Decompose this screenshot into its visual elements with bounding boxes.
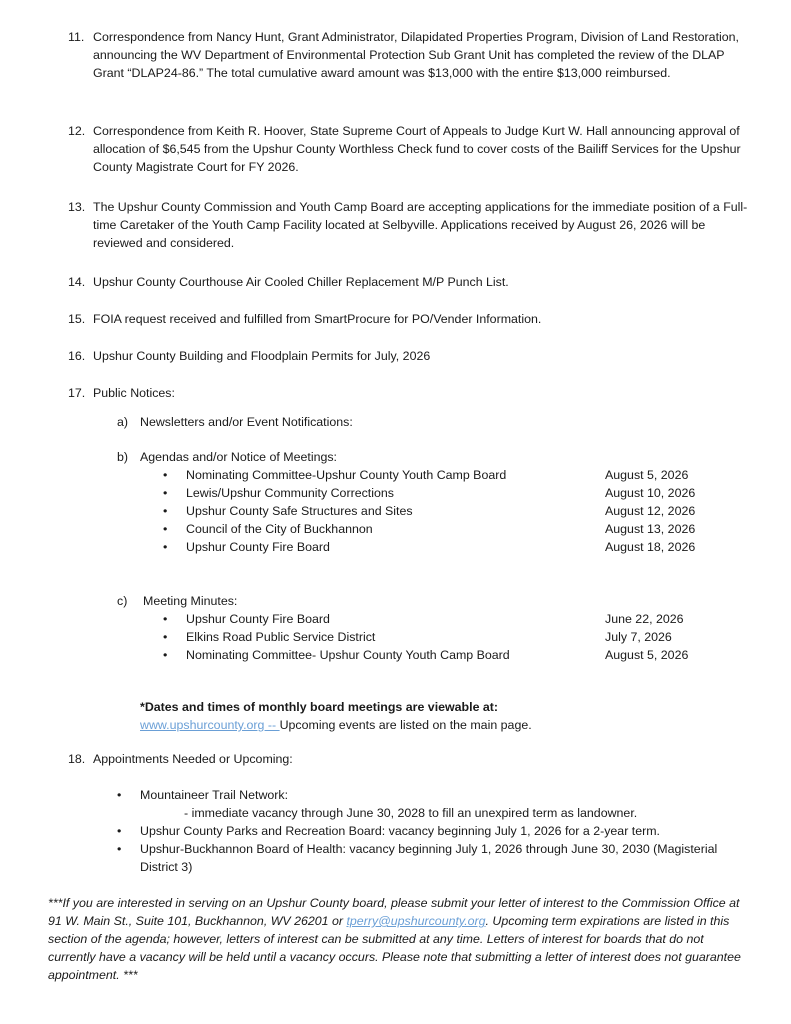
meeting-name: Nominating Committee- Upshur County Youth Camp Board (186, 648, 510, 662)
bullet-icon: • (163, 630, 168, 644)
item-number: 12. (68, 124, 86, 138)
agenda-item-13 (68, 198, 748, 252)
appointment-text: Upshur County Parks and Recreation Board: vacancy beginning July 1, 2026 for a 2-year term. (140, 824, 660, 838)
list-item (117, 822, 757, 840)
list-item (163, 466, 723, 484)
meeting-date: July 7, 2026 (605, 630, 672, 644)
trail-network-detail: - immediate vacancy through June 30, 2028 to fill an unexpired term as landowner. (184, 806, 638, 820)
sub-text: Meeting Minutes: (143, 594, 238, 608)
agenda-item-17 (68, 384, 748, 402)
bullet-icon: • (163, 504, 168, 518)
website-link[interactable]: www.upshurcounty.org -- (140, 718, 280, 732)
item-number: 17. (68, 386, 86, 400)
meeting-date: August 10, 2026 (605, 486, 696, 500)
footer-text-2: . Upcoming term expirations are listed in this section of the agenda; however, letters of interest can be submitted at any time. Letters of interest for boards that do not currently have a vacancy will be held until a vacancy occurs. Please note that submitting a letter of interest does not guarantee appointment. *** (48, 914, 741, 982)
appointments-list-1 (117, 786, 757, 804)
bullet-icon: • (117, 842, 122, 856)
meetings-note-line (140, 716, 532, 734)
agenda-item-16 (68, 347, 748, 365)
meeting-date: August 5, 2026 (605, 648, 689, 662)
item-number: 14. (68, 275, 86, 289)
footer-text-1: ***If you are interested in serving on an Upshur County board, please submit your letter of interest to the Commission Office at 91 W. Main St., Suite 101, Buckhannon, WV 26201 or (48, 896, 740, 928)
list-item (163, 628, 723, 646)
appointments-list-2 (117, 822, 757, 876)
public-notices-c (117, 592, 737, 610)
meetings-note-text: Upcoming events are listed on the main page. (279, 718, 532, 732)
item-text: The Upshur County Commission and Youth Camp Board are accepting applications for the immediate position of a Full-time Caretaker of the Youth Camp Facility located at Selbyville. Applications received by August 26, 2026 will be reviewed and considered. (93, 200, 748, 250)
appointment-text: Mountaineer Trail Network: (140, 788, 289, 802)
item-text: Appointments Needed or Upcoming: (93, 752, 293, 766)
item-text: Correspondence from Nancy Hunt, Grant Administrator, Dilapidated Properties Program, Division of Land Restoration, announcing the WV Department of Environmental Protection Sub Grant Unit has completed the review of the DLAP Grant “DLAP24-86.” The total cumulative award amount was $13,000 with the entire $13,000 reimbursed. (93, 30, 739, 80)
bullet-icon: • (163, 522, 168, 536)
agenda-item-14 (68, 273, 748, 291)
meeting-name: Nominating Committee-Upshur County Youth Camp Board (186, 468, 507, 482)
item-text: Upshur County Building and Floodplain Permits for July, 2026 (93, 349, 431, 363)
bullet-icon: • (163, 468, 168, 482)
item-number: 16. (68, 349, 86, 363)
board-interest-footer (48, 894, 748, 984)
item-number: 18. (68, 752, 86, 766)
meeting-name: Upshur County Safe Structures and Sites (186, 504, 413, 518)
item-number: 15. (68, 312, 86, 326)
bullet-icon: • (117, 788, 122, 802)
bullet-icon: • (163, 612, 168, 626)
list-item (163, 538, 723, 556)
list-item (163, 502, 723, 520)
sub-text: Agendas and/or Notice of Meetings: (140, 450, 337, 464)
item-text: Upshur County Courthouse Air Cooled Chiller Replacement M/P Punch List. (93, 275, 509, 289)
meeting-name: Upshur County Fire Board (186, 540, 330, 554)
agenda-item-18 (68, 750, 748, 768)
agenda-item-15 (68, 310, 748, 328)
meeting-name: Upshur County Fire Board (186, 612, 330, 626)
list-item (117, 786, 757, 804)
sub-label: a) (117, 415, 129, 429)
bullet-icon: • (163, 540, 168, 554)
meeting-name: Elkins Road Public Service District (186, 630, 376, 644)
appointment-text: Upshur-Buckhannon Board of Health: vacancy beginning July 1, 2026 through June 30, 2030 (Magisterial District 3) (140, 842, 718, 874)
bullet-icon: • (163, 648, 168, 662)
agenda-item-11 (68, 28, 748, 82)
item-number: 11. (68, 30, 85, 44)
public-notices-a (117, 413, 737, 431)
sub-label: b) (117, 450, 129, 464)
meeting-date: August 5, 2026 (605, 468, 689, 482)
list-item (163, 484, 723, 502)
list-item (163, 610, 723, 628)
meeting-date: August 12, 2026 (605, 504, 696, 518)
item-text: Public Notices: (93, 386, 175, 400)
meeting-minutes-list (163, 610, 723, 664)
agenda-item-12 (68, 122, 748, 176)
sub-text: Newsletters and/or Event Notifications: (140, 415, 353, 429)
list-item (163, 646, 723, 664)
meeting-name: Council of the City of Buckhannon (186, 522, 373, 536)
meeting-date: August 18, 2026 (605, 540, 696, 554)
item-number: 13. (68, 200, 86, 214)
email-link[interactable]: tperry@upshurcounty.org (346, 914, 486, 928)
meetings-note-title: *Dates and times of monthly board meetings are viewable at: (140, 700, 499, 714)
list-item (163, 520, 723, 538)
meeting-notices-list (163, 466, 723, 556)
sub-label: c) (117, 594, 128, 608)
meeting-name: Lewis/Upshur Community Corrections (186, 486, 394, 500)
meeting-date: August 13, 2026 (605, 522, 696, 536)
meeting-date: June 22, 2026 (605, 612, 684, 626)
item-text: FOIA request received and fulfilled from SmartProcure for PO/Vender Information. (93, 312, 542, 326)
bullet-icon: • (163, 486, 168, 500)
list-item (117, 840, 757, 876)
public-notices-b (117, 448, 737, 466)
bullet-icon: • (117, 824, 122, 838)
item-text: Correspondence from Keith R. Hoover, State Supreme Court of Appeals to Judge Kurt W. Hall announcing approval of allocation of $6,545 from the Upshur County Worthless Check fund to cover costs of the Bailiff Services for the Upshur County Magistrate Court for FY 2026. (93, 124, 741, 174)
